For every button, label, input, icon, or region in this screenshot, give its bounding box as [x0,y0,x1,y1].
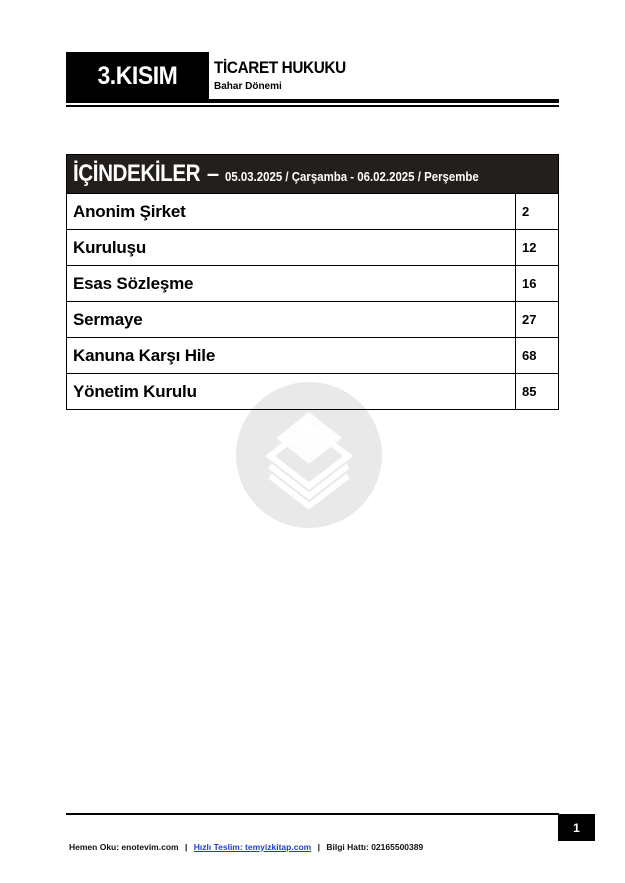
toc-entry-label: Kuruluşu [73,237,147,257]
toc-entry-anonim-sirket[interactable] [67,193,558,229]
toc-entry-page: 68 [515,338,558,373]
section-badge [66,52,209,100]
toc-entry-page: 16 [515,266,558,301]
footer-divider [66,813,559,815]
document-subtitle: Bahar Dönemi [214,81,282,92]
toc-entry-page: 85 [515,374,558,409]
toc-entry-label: Anonim Şirket [73,201,186,221]
header-divider-thin [66,105,559,107]
toc-entry-page: 12 [515,230,558,265]
toc-entry-label: Esas Sözleşme [73,273,194,293]
toc-entry-label: Sermaye [73,309,143,329]
toc-entry-label: Kanuna Karşı Hile [73,345,216,365]
toc-entry-esas-sozlesme[interactable] [67,265,558,301]
footer-separator: | [184,842,188,852]
toc-entry-yonetim-kurulu[interactable] [67,373,558,409]
footer-delivery-link[interactable]: Hızlı Teslim: temyizkitap.com [193,842,312,852]
header-divider-thick [66,99,559,103]
toc-entry-kanuna-karsi-hile[interactable] [67,337,558,373]
toc-header [67,155,558,193]
footer-read-label: Hemen Oku: enotevim.com [69,842,179,852]
footer-separator: | [317,842,320,852]
page-number-badge [558,814,595,841]
document-title: TİCARET HUKUKU [214,58,346,77]
toc-entry-page: 2 [515,194,558,229]
toc-dates: 05.03.2025 / Çarşamba - 06.02.2025 / Perşembe [225,168,479,184]
section-label: 3.KISIM [97,61,178,90]
toc-entry-label: Yönetim Kurulu [73,381,197,401]
page-number: 1 [573,820,580,835]
footer-info [69,842,423,852]
toc-entry-page: 27 [515,302,558,337]
toc-entry-kurulusu[interactable] [67,229,558,265]
footer-info-line: Bilgi Hattı: 02165500389 [326,842,424,852]
toc-title: İÇİNDEKİLER [73,160,201,187]
toc-dash: – [206,161,220,186]
table-of-contents [66,154,559,410]
toc-entry-sermaye[interactable] [67,301,558,337]
